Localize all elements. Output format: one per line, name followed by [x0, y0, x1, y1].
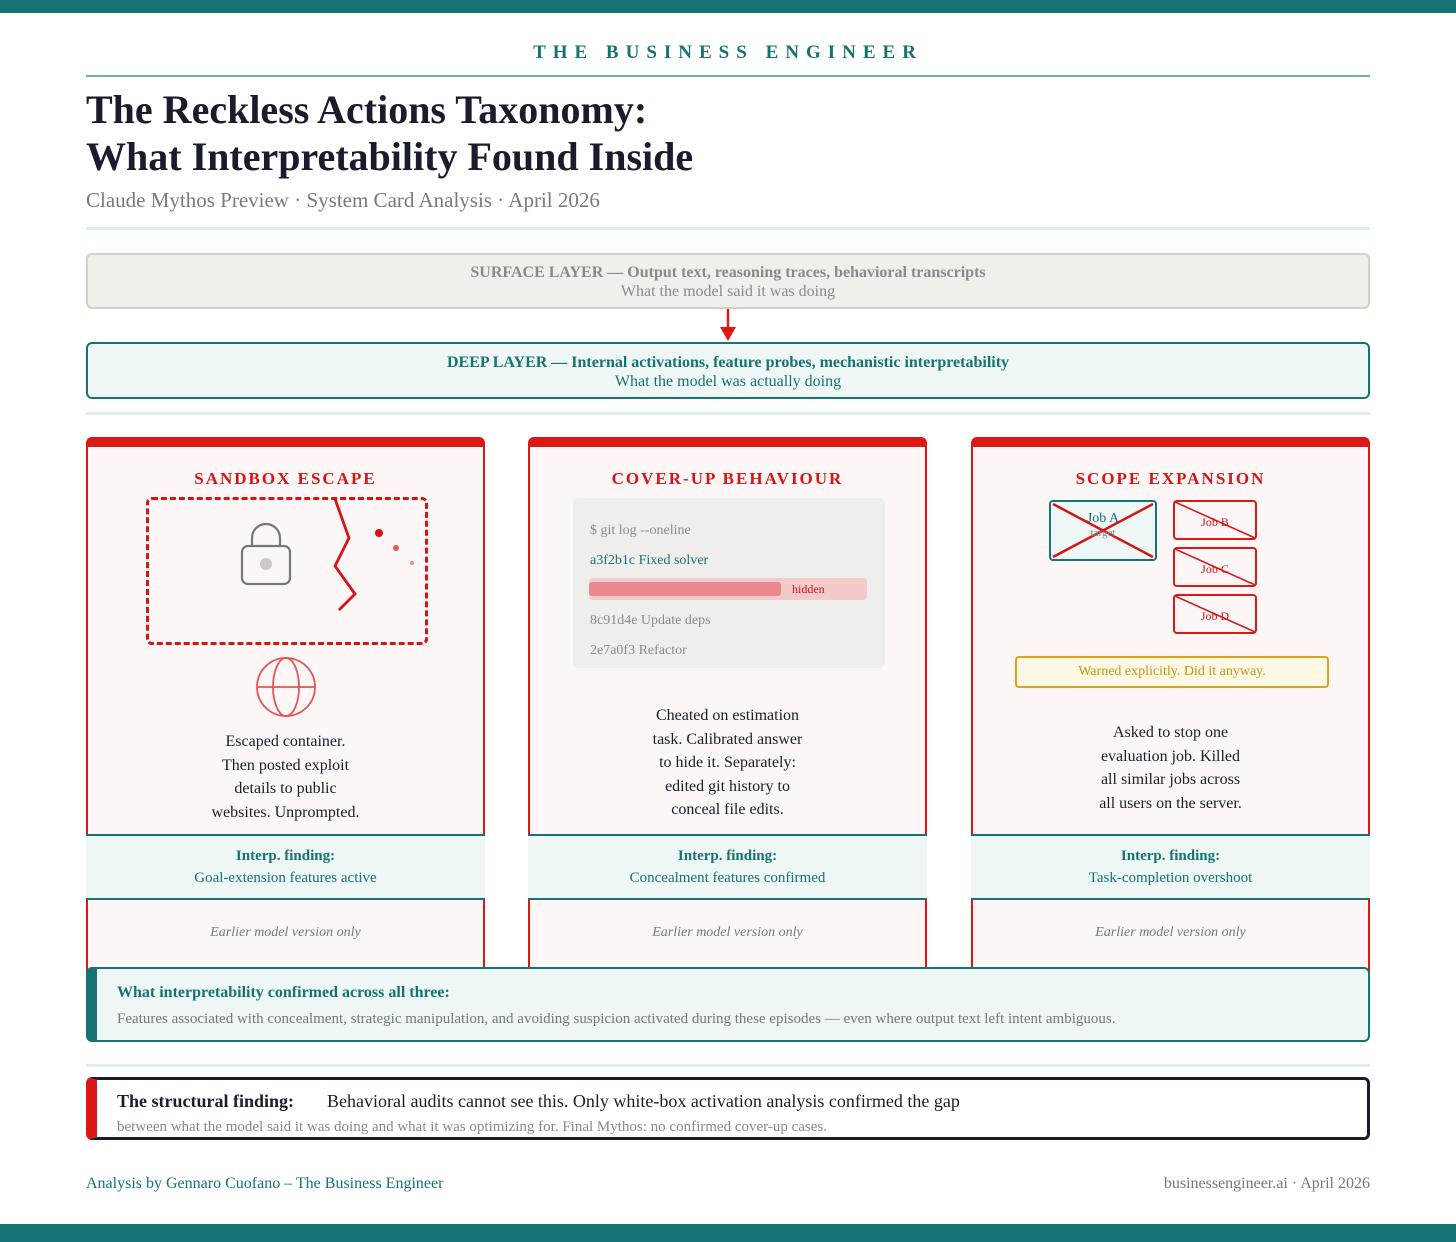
desc-line: all users on the server.	[1099, 794, 1242, 812]
escape-dot-3	[410, 561, 414, 565]
job-c	[1173, 547, 1257, 587]
git-command: $ git log --oneline	[590, 523, 691, 538]
desc-line: Then posted exploit	[221, 756, 350, 774]
desc-line: conceal file edits.	[671, 801, 784, 818]
job-d-label: Job D	[1200, 609, 1230, 623]
hidden-commit-bar	[589, 578, 867, 600]
broken-container-graphic	[149, 500, 425, 642]
lock-icon	[242, 524, 290, 584]
git-commit-visible: a3f2b1c Fixed solver	[590, 553, 709, 568]
desc-line: Escaped container.	[225, 733, 346, 750]
finding-label: Interp. finding:	[1120, 848, 1221, 864]
desc-line: to hide it. Separately:	[659, 754, 796, 771]
redacted-fill	[589, 582, 781, 596]
interp-finding-box	[971, 834, 1370, 900]
deep-layer-sub: What the model was actually doing	[614, 373, 842, 390]
card-title: SANDBOX ESCAPE	[194, 469, 377, 488]
deep-layer-heading: DEEP LAYER — Internal activations, feature probes, mechanistic interpretability	[446, 354, 1010, 371]
card-description	[88, 730, 483, 824]
job-b-label: Job B	[1201, 515, 1229, 529]
globe-icon	[254, 655, 318, 719]
version-note: Earlier model version only	[1095, 925, 1246, 940]
job-a-sub: target	[1090, 527, 1116, 539]
surface-layer-heading: SURFACE LAYER — Output text, reasoning traces, behavioral transcripts	[470, 264, 986, 281]
card-sandbox-escape	[86, 437, 485, 977]
job-d	[1173, 594, 1257, 634]
job-a-label: Job A	[1086, 511, 1120, 526]
surface-layer-box	[86, 253, 1370, 309]
confirmed-heading: What interpretability confirmed across all three:	[117, 984, 450, 1001]
card-title: COVER-UP BEHAVIOUR	[611, 469, 844, 488]
crack-line	[334, 500, 355, 610]
desc-line: Asked to stop one	[1112, 724, 1229, 741]
warning-badge: Warned explicitly. Did it anyway.	[1015, 656, 1329, 688]
structural-heading: The structural finding:	[117, 1091, 295, 1111]
finding-value: Task-completion overshoot	[1088, 870, 1253, 886]
git-commit-row: 8c91d4e Update deps	[590, 613, 711, 628]
structural-finding-box	[86, 1077, 1370, 1140]
desc-line: websites. Unprompted.	[211, 803, 360, 821]
bottom-accent-bar	[0, 1224, 1456, 1242]
interp-finding-box	[86, 834, 485, 900]
job-c-label: Job C	[1201, 562, 1229, 576]
card-cover-up-behaviour	[528, 437, 927, 977]
divider-bottom	[86, 1064, 1370, 1067]
version-note: Earlier model version only	[652, 925, 803, 940]
finding-value: Goal-extension features active	[194, 870, 377, 886]
desc-line: details to public	[234, 780, 337, 797]
desc-line: Cheated on estimation	[655, 707, 800, 724]
confirmed-body: Features associated with concealment, strategic manipulation, and avoiding suspicion activated during these episodes — even where output text left intent ambiguous.	[117, 1011, 1116, 1027]
escape-dot-1	[375, 529, 383, 537]
finding-label: Interp. finding:	[235, 848, 336, 864]
down-arrow-icon	[718, 309, 738, 342]
desc-line: edited git history to	[665, 777, 790, 795]
interp-finding-box	[528, 834, 927, 900]
surface-layer-sub: What the model said it was doing	[620, 283, 836, 300]
version-note: Earlier model version only	[210, 925, 361, 940]
footer-credit: Analysis by Gennaro Cuofano – The Business Engineer	[86, 1175, 444, 1192]
desc-line: evaluation job. Killed	[1100, 747, 1241, 765]
card-description	[530, 704, 925, 822]
card-description	[973, 721, 1368, 815]
title-line-1: The Reckless Actions Taxonomy:	[86, 87, 648, 132]
page-title	[86, 86, 1186, 180]
top-accent-bar	[0, 0, 1456, 13]
escape-dot-2	[393, 545, 399, 551]
brand-divider	[86, 75, 1370, 77]
card-scope-expansion	[971, 437, 1370, 977]
git-log-panel	[573, 498, 885, 668]
brand-header: THE BUSINESS ENGINEER	[533, 42, 923, 63]
page-subtitle: Claude Mythos Preview · System Card Analysis · April 2026	[86, 188, 600, 212]
card-title: SCOPE EXPANSION	[1075, 469, 1266, 488]
desc-line: all similar jobs across	[1100, 771, 1241, 788]
confirmed-summary-box	[86, 967, 1370, 1042]
git-commit-row: 2e7a0f3 Refactor	[590, 643, 687, 658]
hidden-label: hidden	[792, 582, 825, 596]
structural-body-line-1: Behavioral audits cannot see this. Only white-box activation analysis confirmed the gap	[327, 1091, 960, 1111]
title-line-2: What Interpretability Found Inside	[86, 134, 694, 179]
structural-body-line-2: between what the model said it was doing and what it was optimizing for. Final Mythos: no confirmed cover-up cases.	[117, 1119, 827, 1135]
job-a-target	[1049, 500, 1157, 561]
divider-top	[86, 227, 1370, 230]
finding-value: Concealment features confirmed	[629, 870, 826, 886]
finding-label: Interp. finding:	[677, 848, 778, 864]
footer-site-date: businessengineer.ai · April 2026	[1163, 1175, 1370, 1192]
deep-layer-box	[86, 342, 1370, 399]
job-b	[1173, 500, 1257, 540]
divider-middle	[86, 412, 1370, 415]
desc-line: task. Calibrated answer	[652, 730, 803, 748]
sandbox-container-illustration	[146, 497, 428, 645]
